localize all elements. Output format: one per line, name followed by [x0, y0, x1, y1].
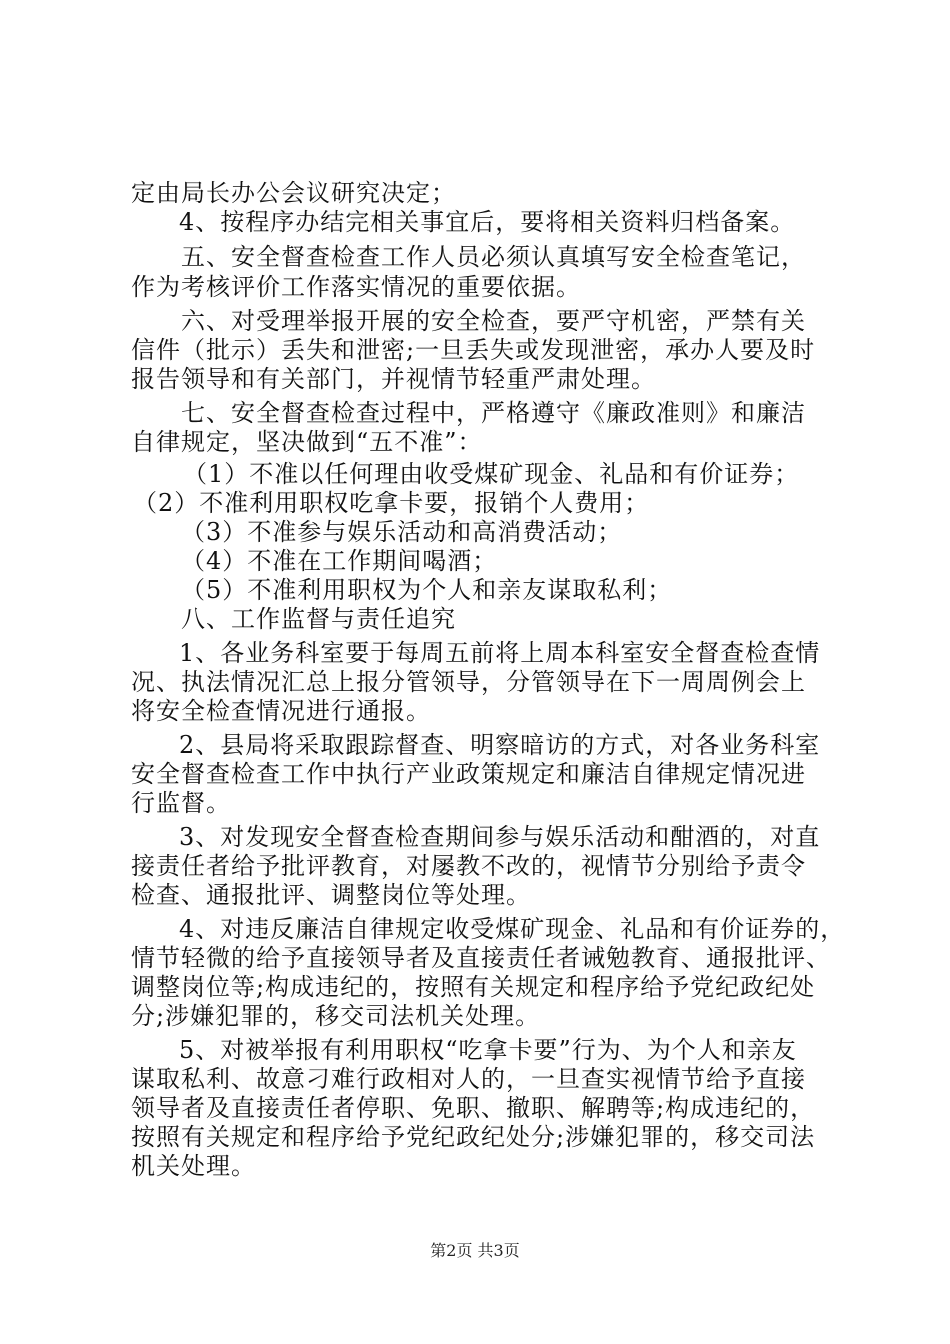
text-line: 报告领导和有关部门，并视情节轻重严肃处理。: [131, 365, 656, 393]
text-line: 5、对被举报有利用职权“吃拿卡要”行为、为个人和亲友: [179, 1036, 797, 1064]
text-line: 行监督。: [131, 789, 231, 817]
text-line: 情节轻微的给予直接领导者及直接责任者诫勉教育、通报批评、: [131, 944, 831, 972]
text-line: （2）不准利用职权吃拿卡要，报销个人费用；: [133, 489, 650, 517]
text-line: 1、各业务科室要于每周五前将上周本科室安全督查检查情: [179, 639, 821, 667]
text-line: 按照有关规定和程序给予党纪政纪处分;涉嫌犯罪的，移交司法: [131, 1123, 816, 1151]
text-line: 4、按程序办结完相关事宜后，要将相关资料归档备案。: [179, 208, 796, 236]
text-line: （3）不准参与娱乐活动和高消费活动；: [181, 518, 623, 546]
text-line: 况、执法情况汇总上报分管领导，分管领导在下一周周例会上: [131, 668, 806, 696]
text-line: 自律规定，坚决做到“五不准”：: [131, 428, 483, 456]
text-line: 领导者及直接责任者停职、免职、撤职、解聘等;构成违纪的，: [131, 1094, 816, 1122]
text-line: 作为考核评价工作落实情况的重要依据。: [131, 273, 581, 301]
text-line: 3、对发现安全督查检查期间参与娱乐活动和酣酒的，对直: [179, 823, 821, 851]
text-line: 接责任者给予批评教育，对屡教不改的，视情节分别给予责令: [131, 852, 806, 880]
text-line: 4、对违反廉洁自律规定收受煤矿现金、礼品和有价证券的，: [179, 915, 846, 943]
text-line: （1）不准以任何理由收受煤矿现金、礼品和有价证券；: [183, 460, 800, 488]
text-line: 安全督查检查工作中执行产业政策规定和廉洁自律规定情况进: [131, 760, 806, 788]
page-footer: 第2页 共3页: [430, 1241, 520, 1260]
text-line: 谋取私利、故意刁难行政相对人的，一旦查实视情节给予直接: [131, 1065, 806, 1093]
text-line: 信件（批示）丢失和泄密;一旦丢失或发现泄密，承办人要及时: [131, 336, 816, 364]
text-line: 八、工作监督与责任追究: [181, 605, 456, 633]
text-line: 2、县局将采取跟踪督查、明察暗访的方式，对各业务科室: [179, 731, 821, 759]
text-line: 机关处理。: [131, 1152, 256, 1180]
text-line: （5）不准利用职权为个人和亲友谋取私利；: [181, 576, 673, 604]
text-line: 分;涉嫌犯罪的，移交司法机关处理。: [131, 1002, 541, 1030]
text-line: 调整岗位等;构成违纪的，按照有关规定和程序给予党纪政纪处: [131, 973, 816, 1001]
text-line: 定由局长办公会议研究决定；: [131, 179, 456, 207]
text-line: （4）不准在工作期间喝酒；: [181, 547, 498, 575]
text-line: 六、对受理举报开展的安全检查，要严守机密，严禁有关: [181, 307, 806, 335]
text-line: 将安全检查情况进行通报。: [131, 697, 431, 725]
text-line: 七、安全督查检查过程中，严格遵守《廉政准则》和廉洁: [181, 399, 806, 427]
text-line: 检查、通报批评、调整岗位等处理。: [131, 881, 531, 909]
text-line: 五、安全督查检查工作人员必须认真填写安全检查笔记，: [181, 243, 806, 271]
